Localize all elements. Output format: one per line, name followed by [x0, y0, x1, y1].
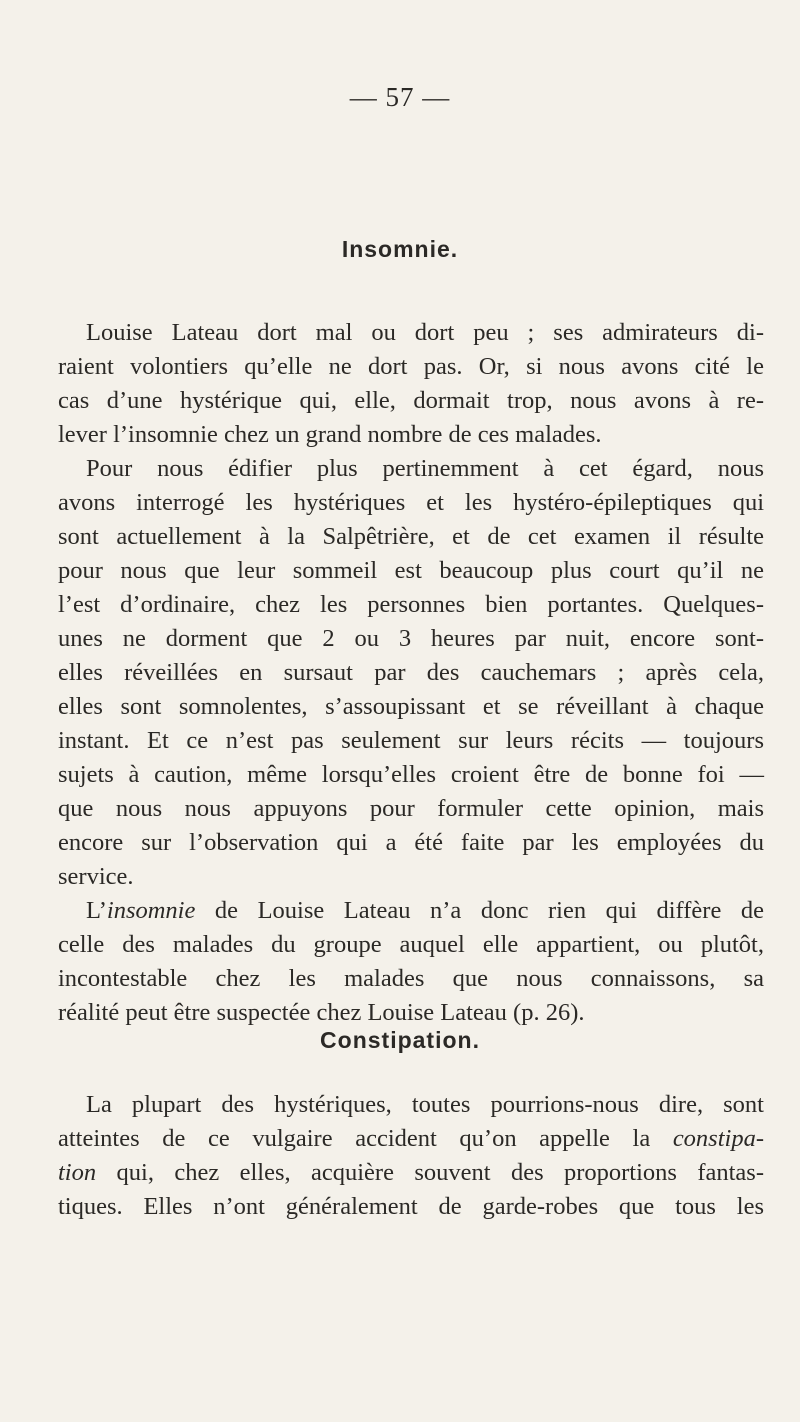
text-fragment: L’ — [86, 897, 107, 924]
text-line: celle des malades du groupe auquel elle appartient, ou plutôt, — [58, 931, 764, 958]
section-heading-insomnie: Insomnie. — [341, 236, 459, 262]
text-line: instant. Et ce n’est pas seulement sur leurs récits — toujours — [58, 727, 764, 754]
text-line — [58, 894, 764, 928]
text-fragment: qui, chez elles, acquière souvent des proportions fantas- — [96, 1159, 764, 1186]
text-line — [58, 1156, 764, 1190]
text-line: cas d’une hystérique qui, elle, dormait trop, nous avons à re- — [58, 387, 764, 414]
section-body-constipation — [58, 1088, 764, 1224]
text-line: service. — [58, 863, 134, 890]
text-line: encore sur l’observation qui a été faite par les employées du — [58, 829, 764, 856]
text-line: Pour nous édifier plus pertinemment à cet égard, nous — [86, 455, 764, 482]
text-line: incontestable chez les malades que nous connaissons, sa — [58, 965, 764, 992]
italic-term: constipa- — [672, 1125, 764, 1152]
text-line: réalité peut être suspectée chez Louise Lateau (p. 26). — [58, 999, 585, 1026]
text-line — [58, 1122, 764, 1156]
text-line: tiques. Elles n’ont généralement de garde-robes que tous les — [58, 1193, 764, 1220]
text-line: avons interrogé les hystériques et les hystéro-épileptiques qui — [58, 489, 764, 516]
text-line: sujets à caution, même lorsqu’elles croient être de bonne foi — — [58, 761, 764, 788]
text-line: La plupart des hystériques, toutes pourrions-nous dire, sont — [86, 1091, 764, 1118]
text-line: lever l’insomnie chez un grand nombre de ces malades. — [58, 421, 602, 448]
text-line: elles sont somnolentes, s’assoupissant et se réveillant à chaque — [58, 693, 764, 720]
page-number: — 57 — — [349, 82, 451, 112]
section-body-insomnie — [58, 316, 764, 1030]
text-fragment: de Louise Lateau n’a donc rien qui diffère de — [195, 897, 764, 924]
text-line: unes ne dorment que 2 ou 3 heures par nuit, encore sont- — [58, 625, 764, 652]
text-line: pour nous que leur sommeil est beaucoup plus court qu’il ne — [58, 557, 764, 584]
text-line: sont actuellement à la Salpêtrière, et de cet examen il résulte — [58, 523, 764, 550]
text-line: que nous nous appuyons pour formuler cette opinion, mais — [58, 795, 764, 822]
italic-term: tion — [58, 1159, 97, 1186]
italic-term: insomnie — [106, 897, 196, 924]
text-line: raient volontiers qu’elle ne dort pas. Or, si nous avons cité le — [58, 353, 764, 380]
text-line: elles réveillées en sursaut par des cauchemars ; après cela, — [58, 659, 764, 686]
section-heading-constipation: Constipation. — [320, 1027, 480, 1053]
text-line: Louise Lateau dort mal ou dort peu ; ses admirateurs di- — [86, 319, 764, 346]
text-fragment: atteintes de ce vulgaire accident qu’on appelle la — [58, 1125, 673, 1152]
text-line: l’est d’ordinaire, chez les personnes bien portantes. Quelques- — [58, 591, 764, 618]
